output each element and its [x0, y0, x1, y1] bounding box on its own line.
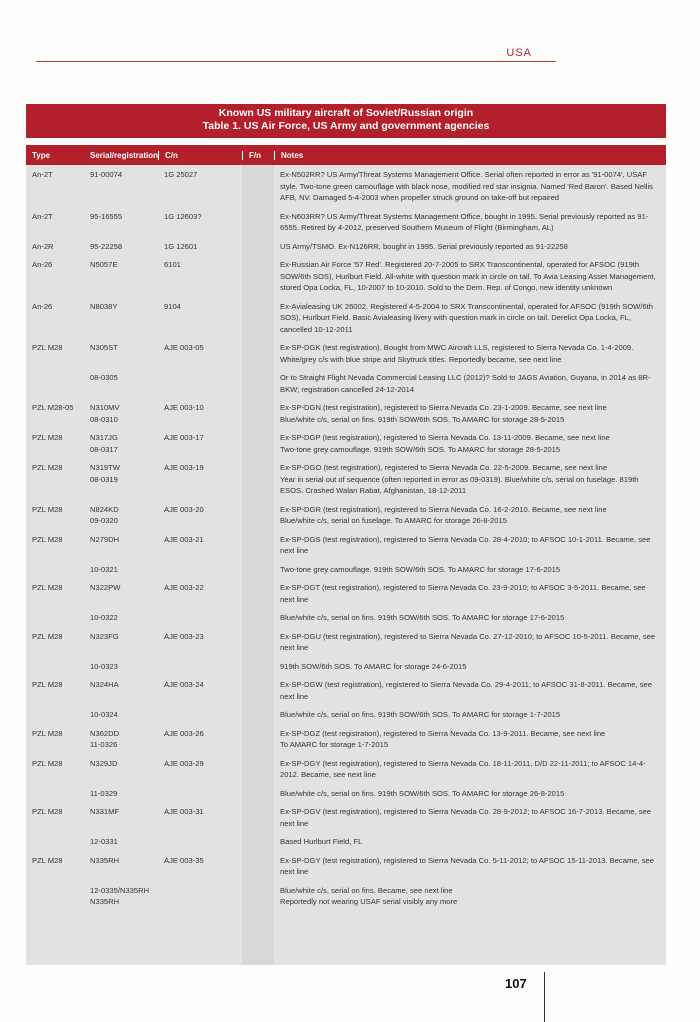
- cell-cn: AJE 003-31: [164, 807, 204, 816]
- cell-serial: N5057E: [90, 260, 118, 269]
- cell-serial: N324HA: [90, 680, 119, 689]
- cell-cn: AJE 003-17: [164, 433, 204, 442]
- table-row: [26, 627, 666, 657]
- table-row: [26, 675, 666, 705]
- table-body: [26, 165, 666, 965]
- cell-serial: N824KD 09-0320: [90, 504, 119, 525]
- cell-type: An-2T: [32, 211, 53, 221]
- column-header-fn: F/n: [242, 151, 274, 160]
- cell-type: PZL M28: [32, 534, 63, 544]
- cell-serial: N8038Y: [90, 301, 118, 311]
- page-number: 107: [505, 976, 527, 991]
- cell-notes: Ex-SP-DGU (test registration), registered to Sierra Nevada Co. 27-12-2010; to AFSOC 10-5-2011. Became, see next line: [280, 631, 656, 652]
- cell-cn: AJE 003-21: [164, 534, 204, 544]
- cell-serial: N305ST: [90, 343, 118, 352]
- aircraft-table: [26, 104, 666, 965]
- table-header-row: [26, 145, 666, 165]
- cell-notes: Ex-Russian Air Force '57 Red'. Registered 20-7-2005 to SRX Transcontinental, operated for AFSOC (919th SOW/6th SOS), Hurlburt Field. All-white with question mark in circle on tail. To Avia Leasing Asset Management, stored Opa Locka, FL, 10-2007 to 10-2010. Sold to the Dem. Rep. of Congo, new identity unknown: [280, 260, 656, 292]
- cell-cn: AJE 003-24: [164, 680, 204, 689]
- cell-fn: [242, 631, 274, 654]
- running-head: USA: [506, 47, 532, 59]
- cell-serial: 91-00074: [90, 170, 123, 179]
- cell-fn: [242, 372, 274, 395]
- cell-fn: [242, 661, 274, 673]
- cell-type: An-2R: [32, 241, 54, 251]
- cell-type: [26, 709, 84, 721]
- table-row: [26, 530, 666, 560]
- cell-notes: Ex-N603RR? US Army/Threat Systems Management Office, bought in 1995. Serial previously reported as 91-6555. Retired by 4-2012, preserved Southern Museum of Flight (Birmingham, AL): [280, 211, 649, 232]
- cell-fn: [242, 534, 274, 557]
- cell-type: PZL M28: [32, 631, 63, 641]
- cell-fn: [242, 462, 274, 497]
- table-row: [26, 207, 666, 237]
- cell-notes: Ex-SP-DGR (test registration), registered to Sierra Nevada Co. 16-2-2010. Became, see next line Blue/white c/s, serial on fuselage. To AMARC for storage 26-8-2015: [280, 504, 607, 525]
- cell-notes: 919th SOW/6th SOS. To AMARC for storage 24-6-2015: [280, 661, 467, 671]
- cell-notes: Ex-SP-DGP (test registration), registered to Sierra Nevada Co. 13-11-2009. Became, see next line Two-tone grey camouflage. 919th SOW/6th SOS. To AMARC for storage 28-5-2015: [280, 433, 610, 454]
- cell-cn: AJE 003-20: [164, 504, 204, 514]
- cell-fn: [242, 679, 274, 702]
- cell-serial: 10-0323: [90, 661, 118, 671]
- cell-type: PZL M28-05: [32, 403, 74, 412]
- table-row: [26, 368, 666, 398]
- cell-cn: [158, 661, 242, 673]
- table-row: [26, 832, 666, 851]
- cell-serial: 11-0329: [90, 788, 118, 798]
- cell-fn: [242, 402, 274, 425]
- cell-notes: Based Hurlburt Field, FL: [280, 837, 363, 846]
- column-header-serial: Serial/registration: [90, 150, 159, 160]
- cell-notes: Blue/white c/s, serial on fins. 919th SOW/6th SOS. To AMARC for storage 17-6-2015: [280, 613, 565, 622]
- cell-type: [26, 564, 84, 576]
- table-caption: [26, 104, 666, 138]
- cell-type: [26, 885, 84, 908]
- cell-fn: [242, 564, 274, 576]
- cell-type: [26, 836, 84, 848]
- cell-serial: N319TW 08-0319: [90, 463, 120, 484]
- cell-type: PZL M28: [32, 583, 63, 592]
- table-row: [26, 724, 666, 754]
- cell-cn: [158, 836, 242, 848]
- cell-serial: N329JD: [90, 758, 118, 768]
- table-row: [26, 500, 666, 530]
- cell-serial: N335RH: [90, 855, 120, 865]
- table-title: Known US military aircraft of Soviet/Russian origin: [218, 107, 474, 119]
- cell-notes: Ex-SP-DGW (test registration), registered to Sierra Nevada Co. 29-4-2011; to AFSOC 31-8-2011. Became, see next line: [280, 680, 652, 701]
- cell-type: [26, 661, 84, 673]
- cell-type: PZL M28: [32, 758, 63, 768]
- cell-fn: [242, 301, 274, 336]
- cell-fn: [242, 259, 274, 294]
- cell-type: PZL M28: [32, 728, 63, 738]
- cell-notes: Ex-SP-DGY (test registration), registered to Sierra Nevada Co. 18-11-2011, D/D 22-11-2011; to AFSOC 14-4-2012. Became, see next line: [280, 758, 646, 779]
- table-row: [26, 458, 666, 500]
- cell-notes: Two-tone grey camouflage. 919th SOW/6th SOS. To AMARC for storage 17-6-2015: [280, 564, 561, 574]
- table-rows: [26, 165, 666, 911]
- cell-cn: [158, 564, 242, 576]
- cell-fn: [242, 582, 274, 605]
- table-row: [26, 705, 666, 724]
- cell-cn: [158, 372, 242, 395]
- cell-serial: N279DH: [90, 534, 120, 544]
- cell-fn: [242, 612, 274, 624]
- cell-fn: [242, 211, 274, 234]
- cell-cn: [158, 885, 242, 908]
- cell-type: PZL M28: [32, 504, 63, 514]
- cell-type: An-26: [32, 260, 53, 269]
- cell-serial: N323FG: [90, 631, 119, 641]
- cell-type: An-2T: [32, 170, 53, 179]
- cell-fn: [242, 788, 274, 800]
- cell-notes: Blue/white c/s, serial on fins. Became, see next line Reportedly not wearing USAF serial visibly any more: [280, 885, 458, 906]
- cell-cn: 1G 12603?: [164, 211, 202, 221]
- table-row: [26, 578, 666, 608]
- cell-fn: [242, 758, 274, 781]
- cell-cn: AJE 003-29: [164, 758, 204, 768]
- column-header-notes: Notes: [274, 151, 666, 160]
- cell-cn: AJE 003-23: [164, 631, 204, 641]
- page-number-rule: [544, 972, 545, 1022]
- cell-notes: Ex-Avialeasing UK 26002. Registered 4-5-2004 to SRX Transcontinental, operated for AFSOC (919th SOW/6th SOS), Hurlburt Field. Basic Avialeasing livery with question mark in circle on tail. Derelict Opa Locka, FL, cancelled 10-12-2011: [280, 301, 653, 334]
- table-row: [26, 338, 666, 368]
- cell-cn: AJE 003-22: [164, 583, 204, 592]
- cell-notes: Ex-SP-DGV (test registration), registered to Sierra Nevada Co. 28-9-2012; to AFSOC 16-7-2013. Became, see next line: [280, 807, 651, 828]
- cell-cn: [158, 612, 242, 624]
- cell-type: [26, 372, 84, 395]
- table-row: [26, 398, 666, 428]
- cell-cn: AJE 003-05: [164, 343, 204, 352]
- cell-type: [26, 612, 84, 624]
- table-row: [26, 255, 666, 297]
- table-row: [26, 608, 666, 627]
- header-rule: [36, 61, 556, 62]
- cell-fn: [242, 855, 274, 878]
- cell-serial: N362DD 11-0326: [90, 728, 120, 749]
- cell-fn: [242, 709, 274, 721]
- cell-fn: [242, 169, 274, 204]
- cell-type: An-26: [32, 301, 53, 311]
- cell-notes: Ex-N502RR? US Army/Threat Systems Management Office. Serial often reported in error as '91-0074', USAF style. Two-tone green camouflage with black nose, modified red star insignia. Named 'Red Baron'. Based Nellis AFB, NV. Damaged 5-4-2003 when propeller struck ground on take-off but repaired: [280, 170, 653, 202]
- cell-serial: N317JG 08-0317: [90, 433, 118, 454]
- cell-cn: 9104: [164, 301, 181, 311]
- cell-serial: N310MV 08-0310: [90, 403, 120, 424]
- cell-serial: 12-0335/N335RH N335RH: [90, 885, 150, 906]
- cell-serial: 10-0324: [90, 710, 118, 719]
- cell-serial: 95-16555: [90, 211, 123, 221]
- cell-serial: 10-0322: [90, 613, 118, 622]
- cell-notes: Ex-SP-DGS (test registration), registered to Sierra Nevada Co. 28-4-2010; to AFSOC 10-1-2011. Became, see next line: [280, 534, 651, 555]
- table-row: [26, 165, 666, 207]
- cell-cn: [158, 788, 242, 800]
- cell-cn: 1G 25027: [164, 170, 198, 179]
- cell-serial: 10-0321: [90, 564, 118, 574]
- cell-notes: Or to Straight Flight Nevada Commercial Leasing LLC (2012)? Sold to JAGS Aviation, Guyana, in 2014 as 8R-BKW; registration cancelled 24-12-2014: [280, 373, 651, 394]
- cell-notes: Blue/white c/s, serial on fins. 919th SOW/6th SOS. To AMARC for storage 1-7-2015: [280, 710, 561, 719]
- column-header-cn: C/n: [158, 151, 242, 160]
- cell-cn: 1G 12601: [164, 241, 198, 251]
- cell-fn: [242, 728, 274, 751]
- table-row: [26, 297, 666, 339]
- table-row: [26, 237, 666, 256]
- cell-type: PZL M28: [32, 855, 63, 865]
- table-row: [26, 851, 666, 881]
- cell-notes: Blue/white c/s, serial on fins. 919th SOW/6th SOS. To AMARC for storage 26-8-2015: [280, 788, 565, 798]
- table-row: [26, 657, 666, 676]
- cell-serial: 12-0331: [90, 837, 118, 846]
- cell-cn: AJE 003-26: [164, 728, 204, 738]
- cell-notes: Ex-SP-DGY (test registration), registered to Sierra Nevada Co. 5-11-2012; to AFSOC 15-11-2013. Became, see next line: [280, 855, 654, 876]
- cell-type: PZL M28: [32, 463, 63, 472]
- table-row: [26, 784, 666, 803]
- cell-notes: Ex-SP-DGT (test registration), registered to Sierra Nevada Co. 23-9-2010; to AFSOC 3-5-2011. Became, see next line: [280, 583, 646, 604]
- cell-type: PZL M28: [32, 343, 63, 352]
- cell-cn: AJE 003-10: [164, 403, 204, 412]
- cell-type: [26, 788, 84, 800]
- cell-serial: N331MF: [90, 807, 120, 816]
- table-row: [26, 754, 666, 784]
- cell-fn: [242, 241, 274, 253]
- cell-cn: AJE 003-19: [164, 463, 204, 472]
- table-row: [26, 560, 666, 579]
- cell-notes: US Army/TSMO. Ex-N126RR, bought in 1995. Serial previously reported as 91-22258: [280, 241, 568, 251]
- cell-fn: [242, 342, 274, 365]
- cell-cn: 6101: [164, 260, 181, 269]
- cell-type: PZL M28: [32, 433, 63, 442]
- cell-notes: Ex-SP-DGK (test registration). Bought from MWC Aircraft LLS, registered to Sierra Nevada Co. 1-4-2009. White/grey c/s with blue stripe and Skytruck titles. Reportedly became, see next line: [280, 343, 634, 364]
- cell-cn: AJE 003-35: [164, 855, 204, 865]
- cell-serial: N322PW: [90, 583, 121, 592]
- cell-notes: Ex-SP-DGN (test registration), registered to Sierra Nevada Co. 23-1-2009. Became, see next line Blue/white c/s, serial on fins. 919th SOW/6th SOS. To AMARC for storage 28-5-2015: [280, 403, 607, 424]
- cell-fn: [242, 836, 274, 848]
- table-subtitle: Table 1. US Air Force, US Army and government agencies: [202, 120, 490, 132]
- cell-serial: 08-0305: [90, 373, 118, 382]
- cell-type: PZL M28: [32, 807, 63, 816]
- cell-type: PZL M28: [32, 680, 63, 689]
- cell-cn: [158, 709, 242, 721]
- table-row: [26, 881, 666, 911]
- column-header-type: Type: [32, 150, 51, 160]
- cell-fn: [242, 504, 274, 527]
- table-row: [26, 802, 666, 832]
- cell-notes: Ex-SP-DGO (test registration), registered to Sierra Nevada Co. 22-5-2009. Became, see next line Year in serial out of sequence (often reported in error as 09-0319). Blue/white c/s, serial on fuselage. 819th ESOS. Crashed Walan Rabat, Afghanistan, 18-12-2011: [280, 463, 639, 495]
- cell-serial: 95-22258: [90, 241, 123, 251]
- cell-fn: [242, 885, 274, 908]
- cell-notes: Ex-SP-DGZ (test registration), registered to Sierra Nevada Co. 13-9-2011. Became, see next line To AMARC for storage 1-7-2015: [280, 728, 606, 749]
- table-row: [26, 428, 666, 458]
- cell-fn: [242, 806, 274, 829]
- cell-fn: [242, 432, 274, 455]
